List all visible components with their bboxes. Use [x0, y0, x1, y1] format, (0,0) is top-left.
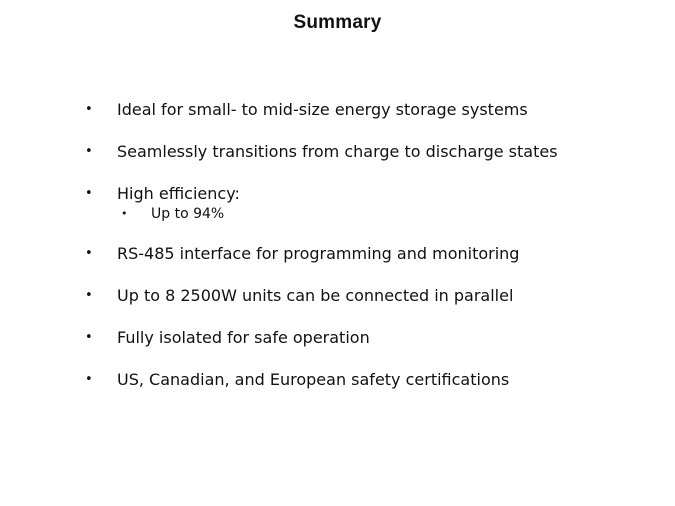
bullet-text: Ideal for small- to mid-size energy storage systems — [117, 100, 528, 119]
sub-bullet-marker-icon: • — [121, 207, 128, 220]
sub-bullet-list — [117, 204, 645, 224]
bullet-text: Seamlessly transitions from charge to discharge states — [117, 142, 558, 161]
sub-bullet-text: Up to 94% — [151, 206, 225, 222]
bullet-item — [85, 285, 645, 306]
bullet-marker-icon: • — [85, 246, 93, 261]
bullet-item — [85, 183, 645, 224]
bullet-item — [85, 369, 645, 390]
bullet-marker-icon: • — [85, 144, 93, 159]
bullet-text: Fully isolated for safe operation — [117, 328, 370, 347]
bullet-marker-icon: • — [85, 288, 93, 303]
bullet-marker-icon: • — [85, 372, 93, 387]
bullet-item — [85, 243, 645, 264]
bullet-item — [85, 327, 645, 348]
bullet-marker-icon: • — [85, 102, 93, 117]
bullet-text: RS-485 interface for programming and monitoring — [117, 244, 520, 263]
sub-bullet-item — [117, 204, 645, 224]
summary-bullet-list — [85, 99, 645, 411]
bullet-item — [85, 141, 645, 162]
bullet-text: High efficiency: — [117, 184, 240, 203]
bullet-marker-icon: • — [85, 186, 93, 201]
bullet-text: US, Canadian, and European safety certifications — [117, 370, 510, 389]
slide-title: Summary — [293, 12, 382, 33]
bullet-marker-icon: • — [85, 330, 93, 345]
bullet-text: Up to 8 2500W units can be connected in parallel — [117, 286, 514, 305]
bullet-item — [85, 99, 645, 120]
